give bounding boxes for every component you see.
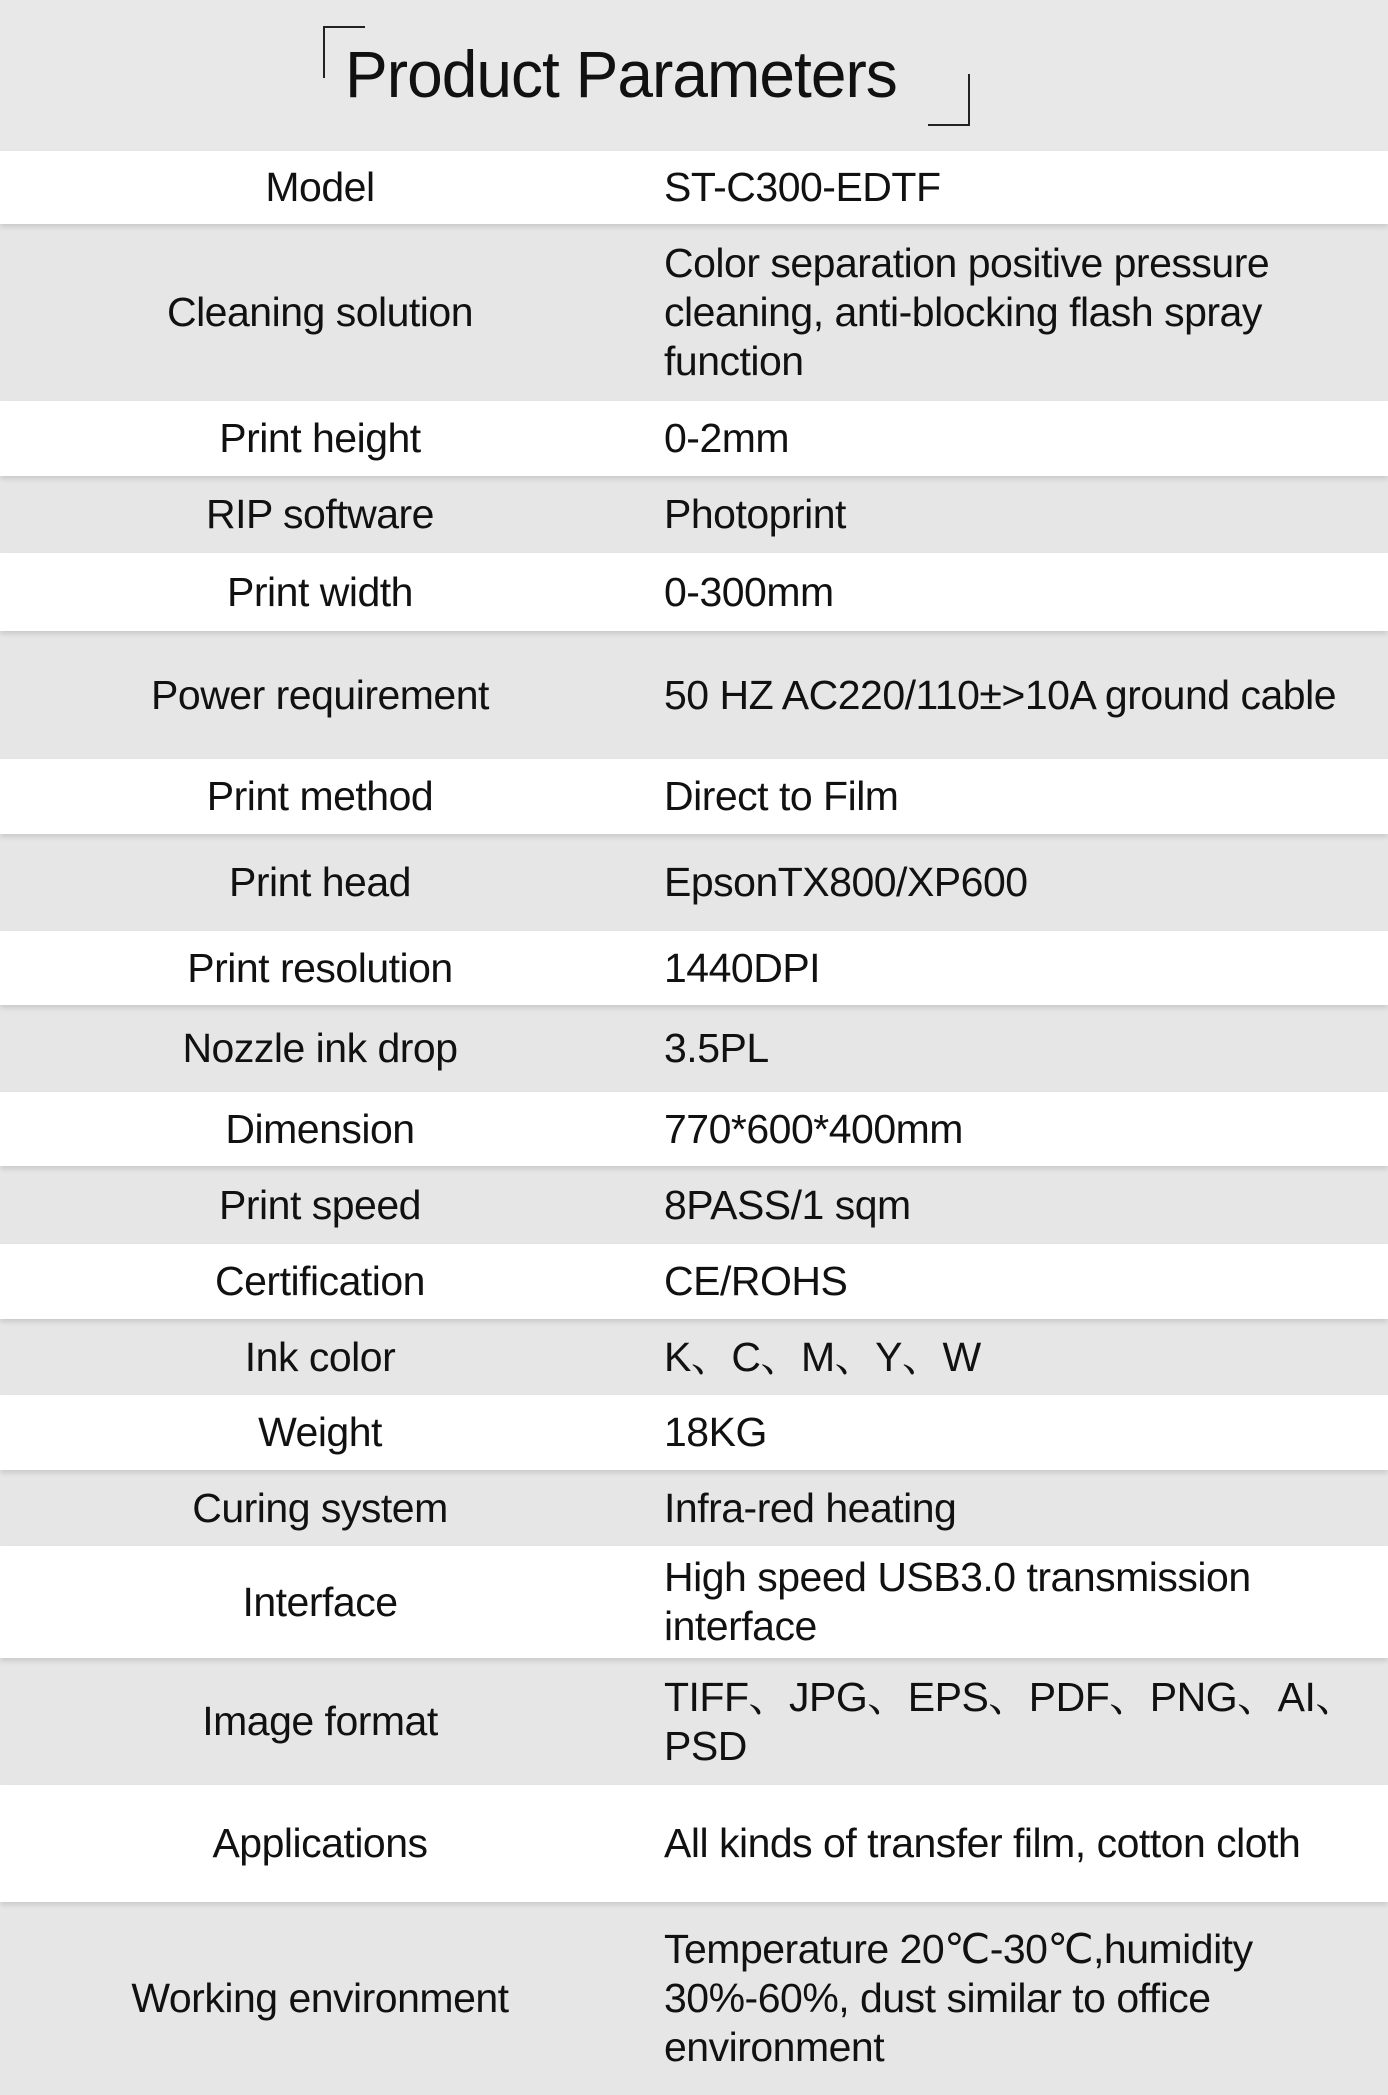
parameter-value: 3.5PL: [664, 1025, 769, 1071]
table-row: [0, 1092, 1388, 1166]
parameter-value: 50 HZ AC220/110±>10A ground cable: [664, 671, 1336, 718]
parameter-value: Temperature 20℃-30℃,humidity 30%-60%, dust similar to office environment: [664, 1926, 1253, 2070]
parameter-value: TIFF、JPG、EPS、PDF、PNG、AI、PSD: [664, 1673, 1356, 1769]
parameter-label: Image format: [202, 1698, 438, 1744]
parameter-label: Interface: [242, 1578, 398, 1625]
table-row: [0, 476, 1388, 553]
parameter-value: 8PASS/1 sqm: [664, 1181, 911, 1228]
table-row: [0, 1005, 1388, 1092]
title-corner-bottom-right: [928, 74, 970, 126]
parameter-value: High speed USB3.0 transmission interface: [664, 1554, 1251, 1649]
table-row: [0, 1319, 1388, 1395]
parameters-table: [0, 151, 1388, 2095]
parameter-value: Direct to Film: [664, 773, 899, 819]
table-row: [0, 1470, 1388, 1546]
parameter-value: 0-300mm: [664, 568, 834, 615]
table-row: [0, 1395, 1388, 1470]
table-row: [0, 1244, 1388, 1319]
parameter-label: Cleaning solution: [166, 289, 474, 335]
table-row: [0, 553, 1388, 631]
parameter-label: Working environment: [131, 1975, 509, 2021]
parameter-label: Dimension: [225, 1105, 415, 1152]
parameter-value: Color separation positive pressure cleaning, anti-blocking flash spray function: [664, 240, 1270, 384]
parameter-label: Model: [265, 164, 375, 210]
parameter-value: EpsonTX800/XP600: [664, 859, 1028, 905]
parameter-label: Print resolution: [187, 944, 453, 991]
parameter-label: Print height: [219, 415, 421, 461]
parameter-value: Photoprint: [664, 491, 846, 537]
table-row: [0, 759, 1388, 834]
parameter-label: Nozzle ink drop: [182, 1025, 458, 1071]
parameter-label: Print speed: [219, 1181, 421, 1228]
page-title: Product Parameters: [345, 37, 897, 111]
table-row: [0, 931, 1388, 1005]
table-row: [0, 1658, 1388, 1785]
table-row: [0, 1785, 1388, 1902]
parameter-label: Certification: [215, 1258, 425, 1304]
table-row: [0, 834, 1388, 931]
parameter-value: 1440DPI: [664, 944, 821, 991]
parameter-label: RIP software: [206, 491, 434, 537]
parameter-value: 770*600*400mm: [664, 1105, 963, 1152]
table-row: [0, 1166, 1388, 1244]
parameter-label: Print width: [227, 568, 413, 615]
parameter-label: Power requirement: [151, 671, 489, 718]
parameter-label: Applications: [212, 1820, 428, 1866]
table-row: [0, 151, 1388, 224]
table-row: [0, 401, 1388, 476]
header: [0, 0, 1388, 151]
parameter-value: Infra-red heating: [664, 1484, 957, 1531]
parameter-label: Weight: [258, 1409, 382, 1455]
parameter-value: 0-2mm: [664, 415, 790, 461]
parameter-value: CE/ROHS: [664, 1258, 848, 1304]
table-row: [0, 631, 1388, 759]
parameter-value: K、C、M、Y、W: [664, 1333, 981, 1380]
table-row: [0, 1902, 1388, 2095]
table-row: [0, 1546, 1388, 1658]
parameter-value: 18KG: [664, 1409, 767, 1455]
table-row: [0, 224, 1388, 401]
parameter-label: Ink color: [244, 1333, 396, 1380]
parameter-value: ST-C300-EDTF: [664, 164, 941, 210]
parameter-label: Print head: [229, 859, 411, 905]
parameter-label: Curing system: [192, 1484, 448, 1531]
parameter-value: All kinds of transfer film, cotton cloth: [664, 1820, 1301, 1866]
parameter-label: Print method: [206, 773, 434, 819]
